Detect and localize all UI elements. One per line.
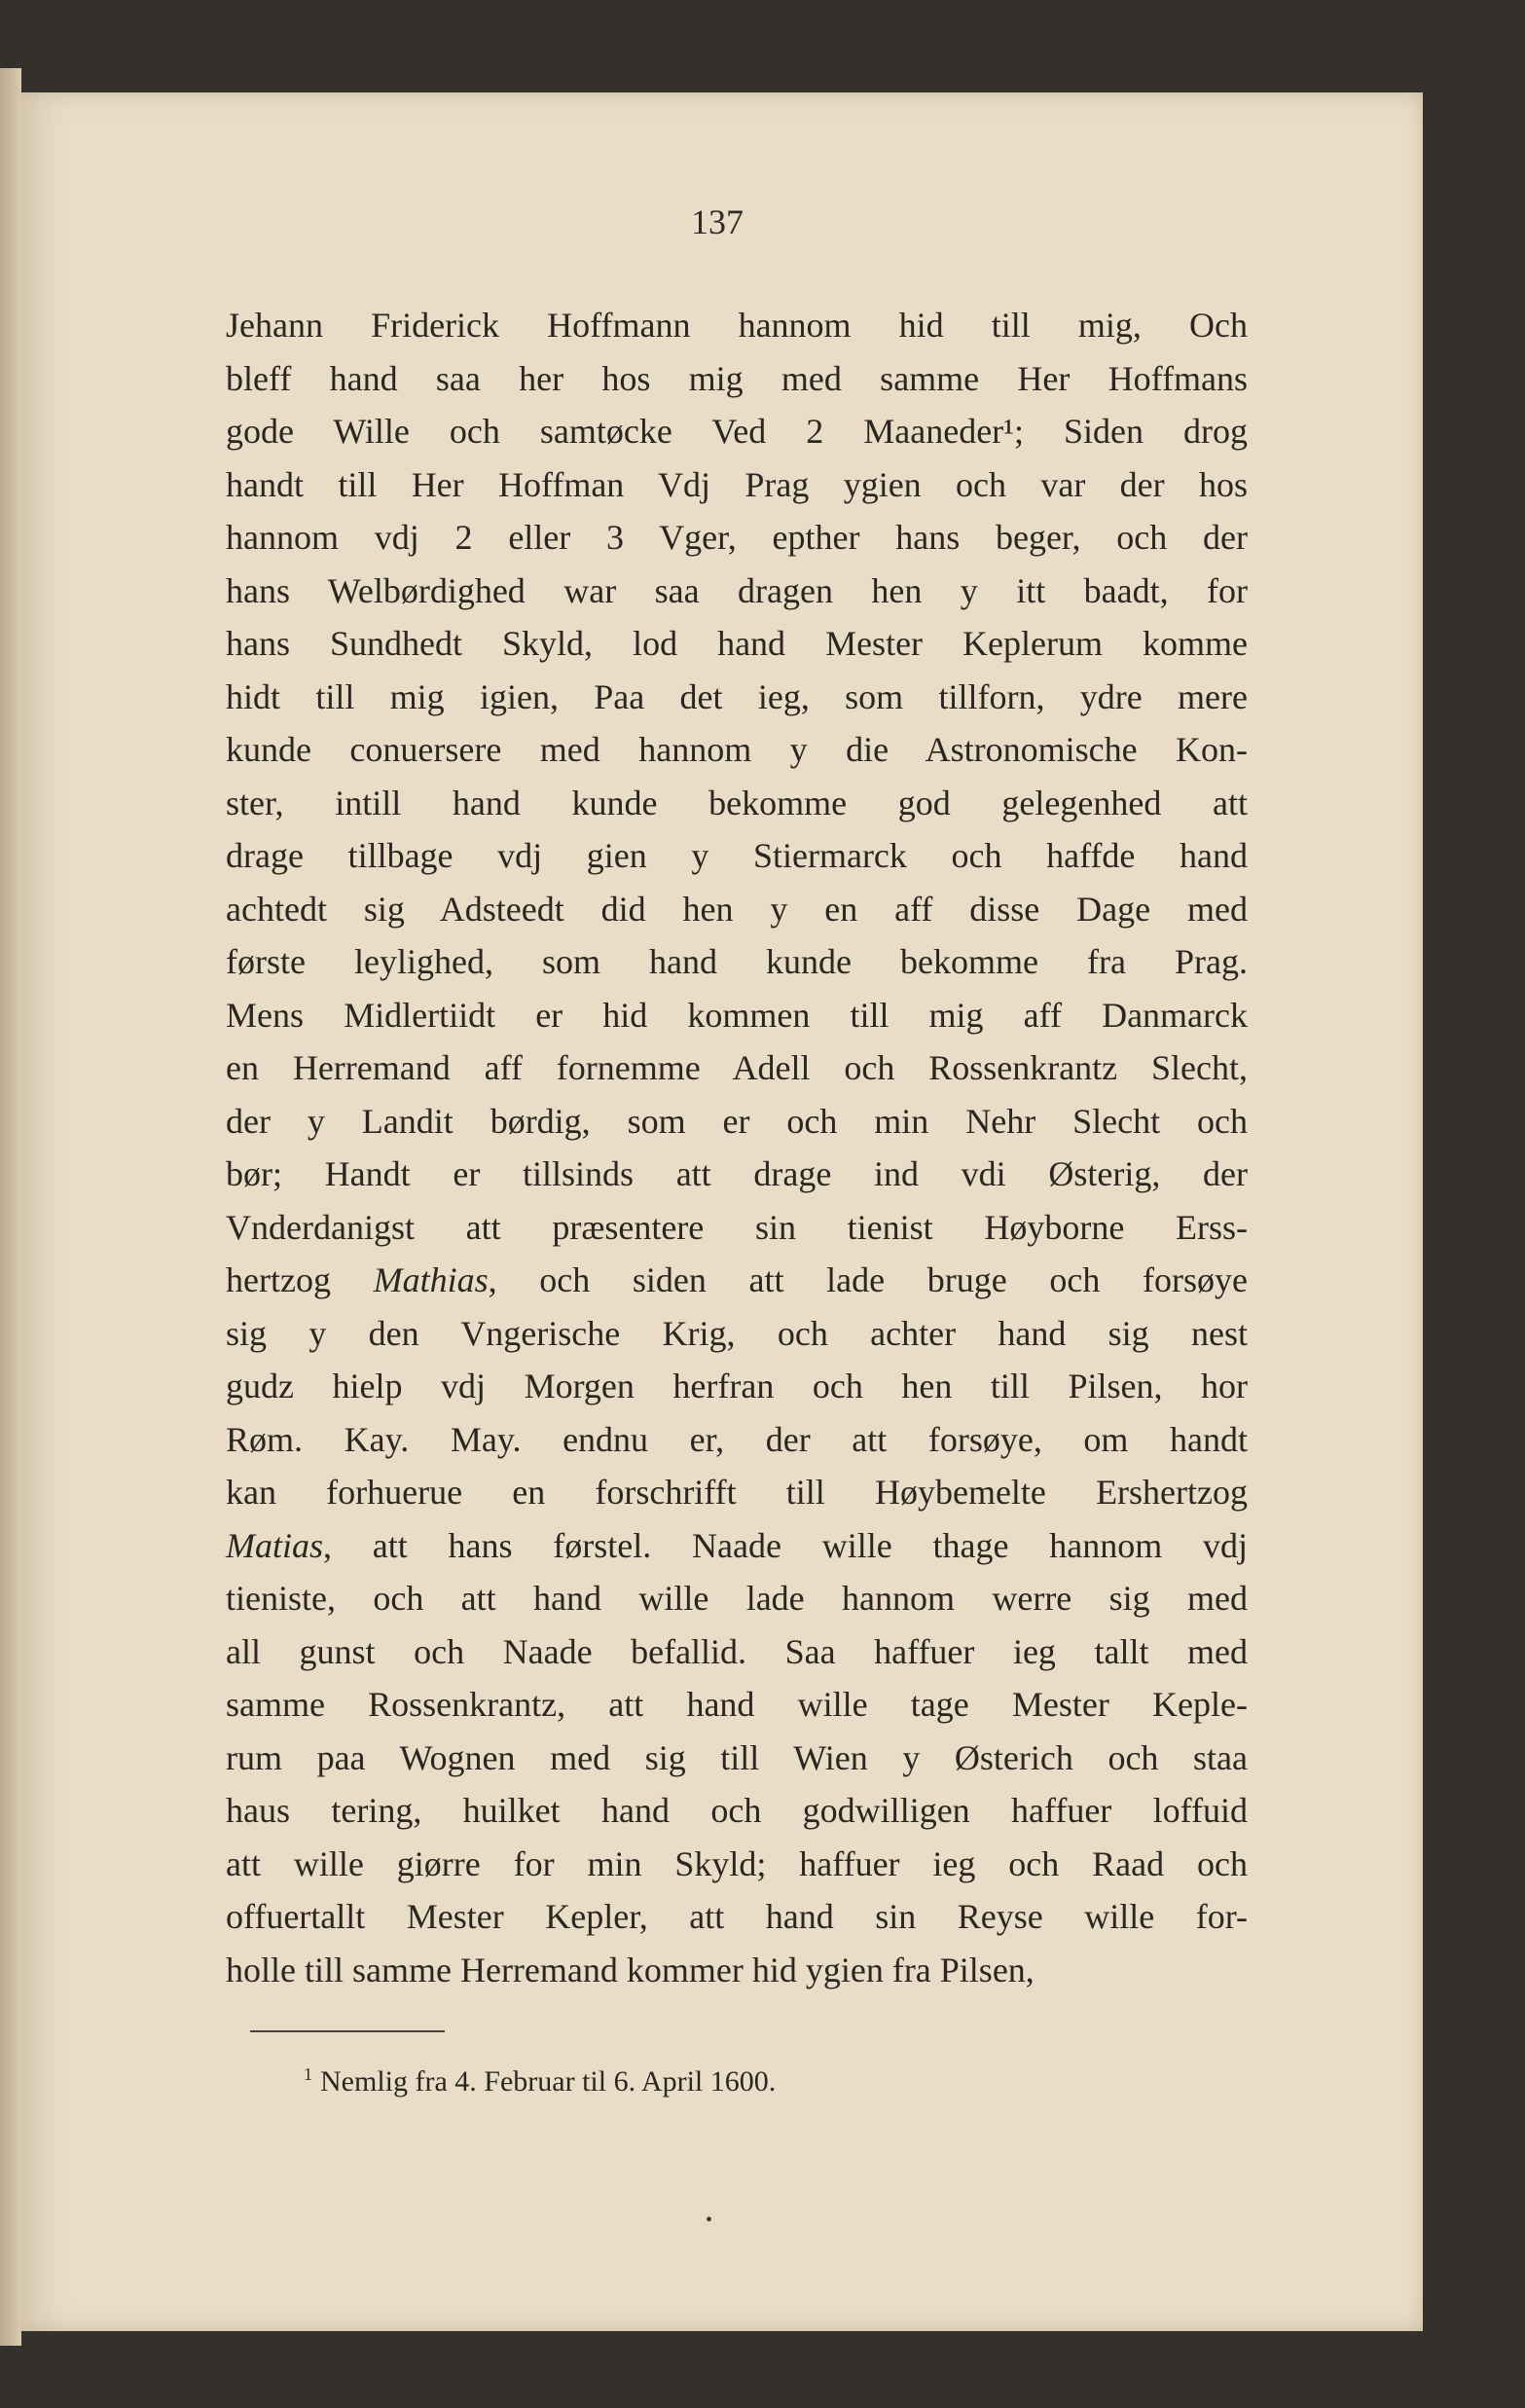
text-line: hidt till mig igien, Paa det ieg, som tillforn, ydre mere xyxy=(226,676,1248,716)
footnote-divider xyxy=(250,2030,445,2032)
text-line: kan forhuerue en forschrifft till Høybemelte Ershertzog xyxy=(226,1473,1248,1512)
footnote xyxy=(304,2064,776,2098)
text-line: Jehann Friderick Hoffmann hannom hid till mig, Och xyxy=(226,306,1248,345)
text-line: rum paa Wognen med sig till Wien y Østerich och staa xyxy=(226,1737,1248,1777)
signature-mark: • xyxy=(706,2209,713,2231)
body-text xyxy=(226,299,1248,1996)
text-line: hannom vdj 2 eller 3 Vger, epther hans beger, och der xyxy=(226,518,1248,557)
text-fragment: , och siden att lade bruge och forsøye xyxy=(488,1260,1248,1299)
text-line: gudz hielp vdj Morgen herfran och hen till Pilsen, hor xyxy=(226,1367,1248,1405)
text-line: Røm. Kay. May. endnu er, der att forsøye, om handt xyxy=(226,1419,1248,1459)
text-line: hans Sundhedt Skyld, lod hand Mester Keplerum komme xyxy=(226,624,1248,663)
text-line: all gunst och Naade befallid. Saa haffuer ieg tallt med xyxy=(226,1631,1248,1671)
text-line: samme Rossenkrantz, att hand wille tage Mester Keple- xyxy=(226,1685,1248,1724)
text-line: bleff hand saa her hos mig med samme Her Hoffmans xyxy=(226,358,1248,398)
text-line: gode Wille och samtøcke Ved 2 Maaneder¹; Siden drog xyxy=(226,412,1248,451)
text-line: drage tillbage vdj gien y Stiermarck och haffde hand xyxy=(226,836,1248,875)
text-line: sig y den Vngerische Krig, och achter hand sig nest xyxy=(226,1313,1248,1353)
text-line: achtedt sig Adsteedt did hen y en aff disse Dage med xyxy=(226,889,1248,929)
footnote-text: Nemlig fra 4. Februar til 6. April 1600. xyxy=(320,2065,777,2098)
italic-name: Mathias xyxy=(373,1260,489,1299)
text-line: der y Landit børdig, som er och min Nehr Slecht och xyxy=(226,1101,1248,1141)
text-line: handt till Her Hoffman Vdj Prag ygien och var der hos xyxy=(226,464,1248,504)
text-line: offuertallt Mester Kepler, att hand sin Reyse wille for- xyxy=(226,1897,1248,1936)
previous-page-edge xyxy=(0,68,21,2346)
footnote-marker: 1 xyxy=(304,2064,312,2084)
book-page xyxy=(21,92,1423,2331)
text-line: ster, intill hand kunde bekomme god gelegenhed att xyxy=(226,783,1248,822)
text-fragment: hertzog xyxy=(226,1260,331,1299)
text-line: haus tering, huilket hand och godwilligen haffuer loffuid xyxy=(226,1791,1248,1830)
text-line: første leylighed, som hand kunde bekomme fra Prag. xyxy=(226,942,1248,981)
text-line: bør; Handt er tillsinds att drage ind vdi Østerig, der xyxy=(226,1154,1248,1193)
text-line: Vnderdanigst att præsentere sin tienist Høyborne Erss- xyxy=(226,1207,1248,1247)
text-line: hans Welbørdighed war saa dragen hen y itt baadt, for xyxy=(226,570,1248,610)
text-line: tieniste, och att hand wille lade hannom werre sig med xyxy=(226,1579,1248,1618)
italic-name: Matias xyxy=(226,1525,324,1565)
text-line xyxy=(226,1519,1248,1573)
text-line: en Herremand aff fornemme Adell och Rossenkrantz Slecht, xyxy=(226,1048,1248,1087)
text-line: kunde conuersere med hannom y die Astronomische Kon- xyxy=(226,730,1248,769)
text-line: att wille giørre for min Skyld; haffuer ieg och Raad och xyxy=(226,1843,1248,1883)
text-line xyxy=(226,1254,1248,1307)
page-number: 137 xyxy=(691,202,744,241)
text-fragment: , att hans førstel. Naade wille thage hannom vdj xyxy=(323,1525,1248,1565)
text-line: holle till samme Herremand kommer hid ygien fra Pilsen, xyxy=(226,1950,1035,1989)
text-line: Mens Midlertiidt er hid kommen till mig aff Danmarck xyxy=(226,995,1248,1035)
